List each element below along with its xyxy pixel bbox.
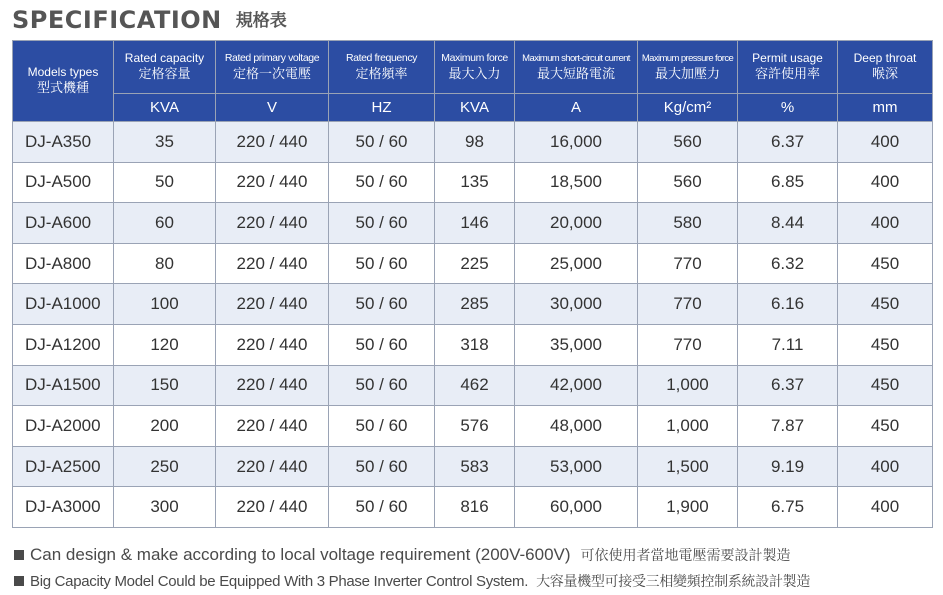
- table-cell: 220 / 440: [216, 406, 329, 447]
- table-cell: 60: [114, 203, 216, 244]
- table-cell: 770: [638, 324, 738, 365]
- table-cell: 450: [838, 284, 933, 325]
- table-row: [13, 162, 933, 203]
- table-cell: 450: [838, 365, 933, 406]
- column-header-label-zh: 最大短路電流: [536, 67, 615, 82]
- column-header-label: Maximum pressure force: [641, 53, 734, 64]
- table-row: [13, 284, 933, 325]
- table-cell: 318: [435, 324, 515, 365]
- table-cell: 30,000: [515, 284, 638, 325]
- table-cell: 50: [114, 162, 216, 203]
- table-row: [13, 406, 933, 447]
- table-cell: 7.87: [738, 406, 838, 447]
- title-chinese: 規格表: [235, 11, 287, 31]
- column-header-label-zh: 最大加壓力: [654, 67, 720, 82]
- table-cell: 560: [638, 162, 738, 203]
- table-cell: 7.11: [738, 324, 838, 365]
- column-header-deep-throat: [838, 41, 933, 94]
- footnote-text-zh: 可依使用者當地電壓需要設計製造: [580, 548, 791, 564]
- table-row: [13, 324, 933, 365]
- table-cell: 50 / 60: [329, 284, 435, 325]
- unit-cell: %: [738, 94, 838, 122]
- table-cell: 35: [114, 122, 216, 163]
- table-cell: 6.16: [738, 284, 838, 325]
- table-cell: 1,000: [638, 406, 738, 447]
- table-cell: 220 / 440: [216, 284, 329, 325]
- table-cell: 60,000: [515, 487, 638, 528]
- table-cell: 1,500: [638, 446, 738, 487]
- column-header-pressure-force: [638, 41, 738, 94]
- footnote-item: [14, 568, 934, 594]
- table-cell: 816: [435, 487, 515, 528]
- table-cell: 100: [114, 284, 216, 325]
- column-header-label-zh: 定格一次電壓: [232, 67, 311, 82]
- table-cell: 50 / 60: [329, 243, 435, 284]
- column-header-short-circuit-current: [515, 41, 638, 94]
- title-english: SPECIFICATION: [12, 6, 222, 34]
- table-row: [13, 243, 933, 284]
- table-cell: 9.19: [738, 446, 838, 487]
- column-header-model: [13, 41, 114, 122]
- table-cell: 50 / 60: [329, 203, 435, 244]
- page-title: [12, 0, 287, 34]
- table-cell: 462: [435, 365, 515, 406]
- table-cell: 450: [838, 406, 933, 447]
- table-row: [13, 487, 933, 528]
- model-cell: DJ-A2500: [13, 446, 114, 487]
- table-cell: 50 / 60: [329, 122, 435, 163]
- table-cell: 580: [638, 203, 738, 244]
- table-cell: 770: [638, 243, 738, 284]
- specification-table: [12, 40, 933, 528]
- column-header-rated-voltage: [216, 41, 329, 94]
- column-header-label-zh: 定格頻率: [355, 67, 408, 82]
- table-cell: 300: [114, 487, 216, 528]
- column-header-rated-capacity: [114, 41, 216, 94]
- unit-cell: V: [216, 94, 329, 122]
- table-cell: 400: [838, 162, 933, 203]
- table-cell: 50 / 60: [329, 487, 435, 528]
- model-cell: DJ-A500: [13, 162, 114, 203]
- table-cell: 6.37: [738, 122, 838, 163]
- column-header-rated-frequency: [329, 41, 435, 94]
- table-row: [13, 203, 933, 244]
- table-cell: 400: [838, 122, 933, 163]
- table-cell: 50 / 60: [329, 365, 435, 406]
- square-bullet-icon: [14, 576, 24, 586]
- model-cell: DJ-A1000: [13, 284, 114, 325]
- table-cell: 50 / 60: [329, 324, 435, 365]
- table-cell: 560: [638, 122, 738, 163]
- table-cell: 120: [114, 324, 216, 365]
- table-cell: 450: [838, 243, 933, 284]
- column-header-label: Rated frequency: [345, 52, 418, 64]
- table-cell: 1,900: [638, 487, 738, 528]
- table-cell: 220 / 440: [216, 203, 329, 244]
- table-cell: 35,000: [515, 324, 638, 365]
- table-cell: 770: [638, 284, 738, 325]
- table-cell: 20,000: [515, 203, 638, 244]
- column-header-label: Deep throat: [853, 51, 917, 65]
- table-cell: 400: [838, 203, 933, 244]
- footnote-text-en: Can design & make according to local voltage requirement (200V-600V): [30, 545, 571, 564]
- unit-cell: KVA: [114, 94, 216, 122]
- table-cell: 220 / 440: [216, 446, 329, 487]
- table-unit-row: [13, 94, 933, 122]
- table-cell: 220 / 440: [216, 122, 329, 163]
- table-row: [13, 365, 933, 406]
- table-cell: 576: [435, 406, 515, 447]
- footnote-text-zh: 大容量機型可接受三相變頻控制系統設計製造: [536, 574, 811, 590]
- column-header-label: Rated capacity: [124, 51, 205, 65]
- table-cell: 225: [435, 243, 515, 284]
- table-cell: 583: [435, 446, 515, 487]
- column-header-maximum-force: [435, 41, 515, 94]
- table-cell: 150: [114, 365, 216, 406]
- column-header-label-zh: 喉深: [871, 67, 898, 82]
- unit-cell: A: [515, 94, 638, 122]
- unit-cell: HZ: [329, 94, 435, 122]
- square-bullet-icon: [14, 550, 24, 560]
- column-header-label: Permit usage: [752, 51, 823, 65]
- footnote-item: [14, 542, 934, 568]
- table-cell: 220 / 440: [216, 162, 329, 203]
- table-cell: 6.85: [738, 162, 838, 203]
- unit-cell: mm: [838, 94, 933, 122]
- table-cell: 400: [838, 446, 933, 487]
- model-cell: DJ-A1500: [13, 365, 114, 406]
- model-cell: DJ-A600: [13, 203, 114, 244]
- table-cell: 42,000: [515, 365, 638, 406]
- column-header-label-zh: 最大入力: [448, 67, 501, 82]
- model-cell: DJ-A800: [13, 243, 114, 284]
- table-cell: 220 / 440: [216, 487, 329, 528]
- table-body: [13, 122, 933, 528]
- column-header-label: Maximum short-circuit current: [522, 53, 630, 64]
- column-header-label: Models types: [27, 65, 99, 79]
- column-header-permit-usage: [738, 41, 838, 94]
- table-cell: 98: [435, 122, 515, 163]
- unit-cell: KVA: [435, 94, 515, 122]
- table-cell: 53,000: [515, 446, 638, 487]
- table-cell: 25,000: [515, 243, 638, 284]
- unit-cell: Kg/cm²: [638, 94, 738, 122]
- table-cell: 450: [838, 324, 933, 365]
- table-header-row: [13, 41, 933, 94]
- table-cell: 50 / 60: [329, 406, 435, 447]
- table-cell: 6.75: [738, 487, 838, 528]
- footnotes: [14, 542, 934, 594]
- table-cell: 135: [435, 162, 515, 203]
- table-cell: 285: [435, 284, 515, 325]
- column-header-label-zh: 定格容量: [138, 67, 191, 82]
- table-cell: 6.37: [738, 365, 838, 406]
- table-cell: 8.44: [738, 203, 838, 244]
- footnote-text-en: Big Capacity Model Could be Equipped With 3 Phase Inverter Control System.: [30, 572, 529, 590]
- model-cell: DJ-A3000: [13, 487, 114, 528]
- table-cell: 220 / 440: [216, 324, 329, 365]
- table-cell: 48,000: [515, 406, 638, 447]
- table-cell: 250: [114, 446, 216, 487]
- table-cell: 6.32: [738, 243, 838, 284]
- column-header-label: Maximum force: [441, 52, 508, 64]
- table-cell: 16,000: [515, 122, 638, 163]
- table-cell: 220 / 440: [216, 365, 329, 406]
- model-cell: DJ-A2000: [13, 406, 114, 447]
- table-row: [13, 122, 933, 163]
- table-cell: 220 / 440: [216, 243, 329, 284]
- table-cell: 146: [435, 203, 515, 244]
- table-row: [13, 446, 933, 487]
- table-cell: 400: [838, 487, 933, 528]
- table-cell: 50 / 60: [329, 162, 435, 203]
- column-header-label-zh: 型式機種: [36, 81, 89, 96]
- table-cell: 80: [114, 243, 216, 284]
- column-header-label: Rated primary voltage: [224, 52, 320, 64]
- model-cell: DJ-A1200: [13, 324, 114, 365]
- column-header-label-zh: 容許使用率: [754, 67, 820, 82]
- model-cell: DJ-A350: [13, 122, 114, 163]
- table-cell: 200: [114, 406, 216, 447]
- table-cell: 50 / 60: [329, 446, 435, 487]
- table-cell: 1,000: [638, 365, 738, 406]
- table-cell: 18,500: [515, 162, 638, 203]
